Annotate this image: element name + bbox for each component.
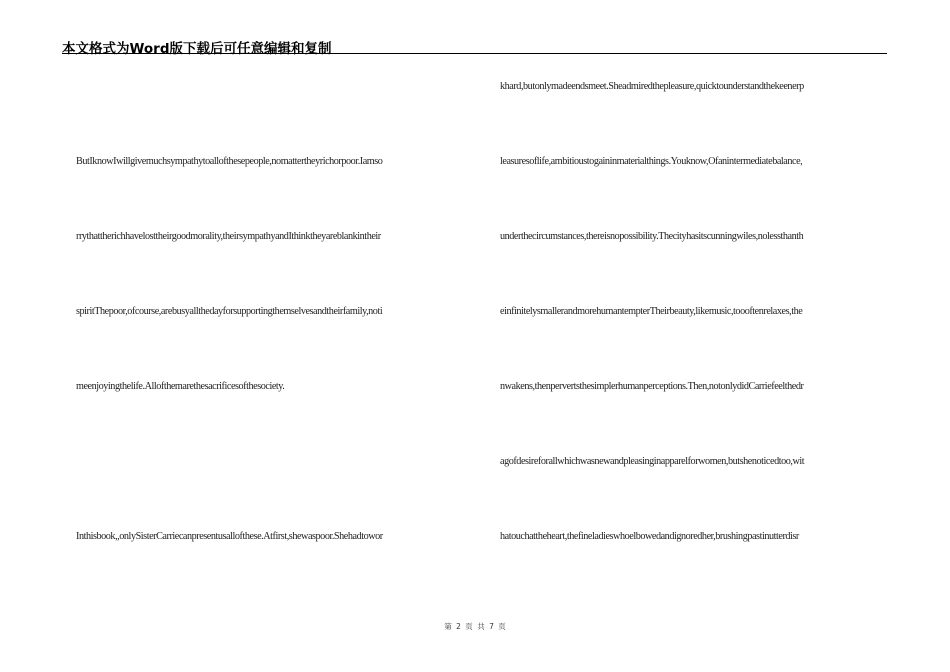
left-column-line-2: rrythattherichhavelosttheirgoodmorality,theirsympathyandIthinktheyareblankintheir: [76, 231, 381, 242]
page-footer: [0, 621, 950, 632]
footer-total-pages: 7: [489, 622, 494, 631]
right-column-line-6: agofdesireforallwhichwasnewandpleasinginapparelforwomen,butshenoticedtoo,wit: [500, 456, 805, 467]
left-column-line-4: meenjoyingthelife.Allofthemarethesacrificesofthesociety.: [76, 381, 285, 392]
left-column-line-3: spiritThepoor,ofcourse,arebusyallthedayforsupportingthemselvesandtheirfamily,noti: [76, 306, 383, 317]
right-column-line-2: leasuresoflife,ambitioustogaininmaterialthings.Youknow,Ofanintermediatebalance,: [500, 156, 803, 167]
document-header-title: 本文格式为Word版下载后可任意编辑和复制: [62, 41, 332, 57]
footer-total-prefix: 共: [477, 622, 485, 631]
footer-page-unit: 页: [465, 622, 473, 631]
footer-total-unit: 页: [498, 622, 506, 631]
right-column-line-7: hatouchattheheart,thefineladieswhoelbowedandignoredher,brushingpastinutterdisr: [500, 531, 799, 542]
right-column-line-3: underthecircumstances,thereisnopossibility.Thecityhasitscunningwiles,nolessthanth: [500, 231, 804, 242]
footer-prefix: 第: [444, 622, 452, 631]
footer-page-number: 2: [456, 622, 461, 631]
right-column-line-4: einfinitelysmallerandmorehumantempterTheirbeauty,likemusic,toooftenrelaxes,the: [500, 306, 803, 317]
left-column-line-1: ButIknowIwillgivemuchsympathytoallofthesepeople,nomattertheyrichorpoor.Iamso: [76, 156, 383, 167]
right-column-line-1: khard,butonlymadeendsmeet.Sheadmiredthepleasure,quicktounderstandthekeenerp: [500, 81, 804, 92]
header-divider: [62, 53, 887, 54]
right-column-line-5: nwakens,thenpervertsthesimplerhumanperceptions.Then,notonlydidCarriefeelthedr: [500, 381, 804, 392]
left-column-line-5: Inthisbook,,onlySisterCarriecanpresentusallofthese.Atfirst,shewaspoor.Shehadtowor: [76, 531, 383, 542]
